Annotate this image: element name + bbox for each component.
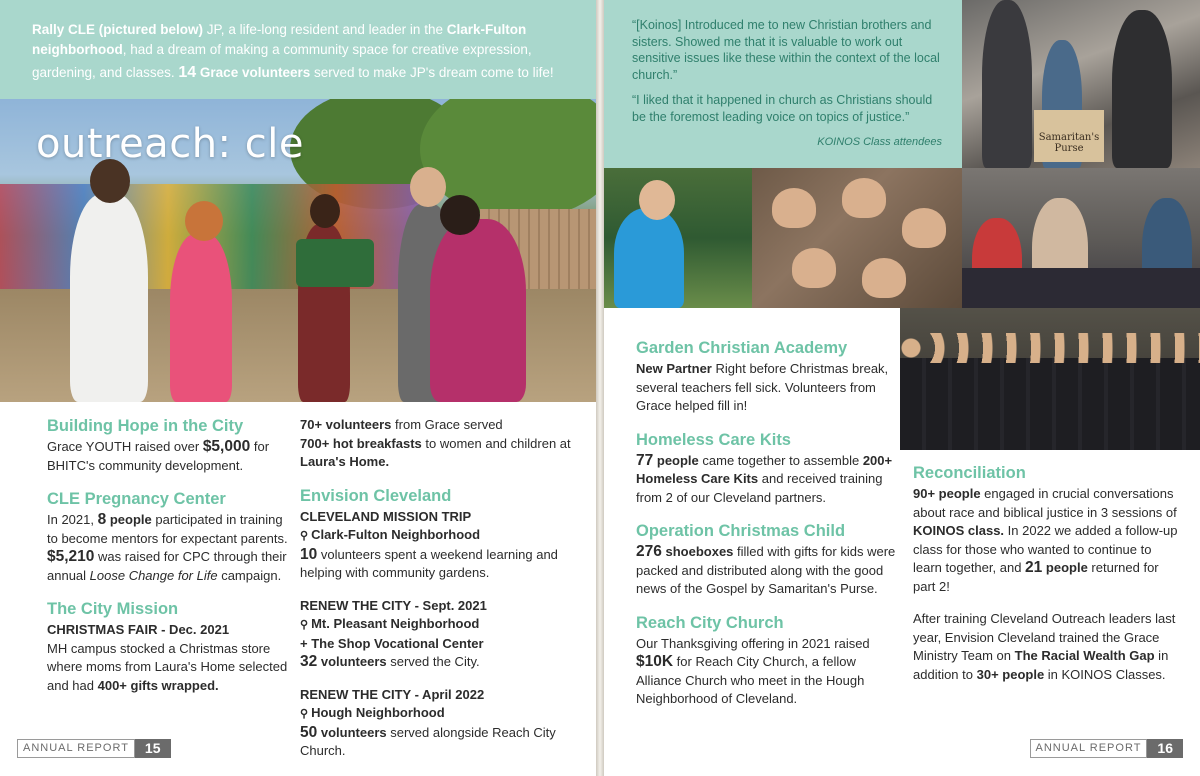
shoeboxes-label: shoeboxes bbox=[665, 544, 734, 559]
kits-value: 200+ Homeless Care Kits bbox=[636, 452, 893, 486]
amount-value: $10K bbox=[636, 653, 674, 670]
body-text: for BHITC's community development. bbox=[47, 439, 270, 473]
body-text: was raised for CPC through their annual bbox=[47, 549, 287, 583]
left-column-2 bbox=[300, 416, 590, 775]
photo-title: outreach: cle bbox=[36, 121, 304, 167]
section-title: Envision Cleveland bbox=[300, 486, 452, 505]
lauras-home-section bbox=[300, 416, 590, 472]
intro-place: Clark-Fulton neighborhood bbox=[32, 22, 527, 58]
body-text: filled with gifts for kids were packed and distributed along with the good news of the Gospel by Samaritan's Purse. bbox=[636, 544, 896, 596]
count-value: 32 bbox=[300, 653, 318, 670]
intro-volunteers: Grace volunteers bbox=[199, 64, 311, 80]
body-text: for Reach City Church, a fellow Alliance Church who meet in the Hough Neighborhood of Cleveland. bbox=[636, 654, 865, 706]
intro-lead: Rally CLE bbox=[32, 22, 96, 37]
person-figure bbox=[614, 208, 684, 308]
page-16 bbox=[604, 0, 1200, 776]
map-pin-icon: ⚲ bbox=[300, 708, 309, 720]
gca-section bbox=[636, 338, 901, 416]
location-line bbox=[300, 526, 590, 546]
intro-pictured: (pictured below) bbox=[98, 22, 204, 37]
body-text: returned for part 2! bbox=[913, 560, 1159, 594]
person-head bbox=[410, 167, 446, 207]
outreach-photo bbox=[0, 99, 596, 402]
location-line: + The Shop Vocational Center bbox=[300, 635, 484, 651]
people-value: 30+ people bbox=[976, 666, 1045, 682]
group-faces bbox=[900, 333, 1200, 363]
section-body bbox=[300, 546, 590, 583]
heart-hands bbox=[862, 258, 906, 298]
section-title: Reach City Church bbox=[636, 613, 784, 632]
section-body bbox=[300, 724, 590, 761]
quote-2: “I liked that it happened in church as Christians should be the foremost leading voice on topics of justice.” bbox=[632, 93, 933, 124]
section-body bbox=[300, 653, 590, 672]
location-line bbox=[300, 704, 590, 724]
group-photo bbox=[900, 308, 1200, 450]
footer-label: ANNUAL REPORT bbox=[1030, 739, 1148, 758]
person-figure bbox=[1112, 10, 1172, 168]
building-hope-section bbox=[47, 416, 292, 475]
page-number: 15 bbox=[135, 739, 171, 758]
body-text: in KOINOS Classes. bbox=[1044, 666, 1166, 682]
section-body bbox=[636, 635, 901, 709]
event-subtitle: RENEW THE CITY - April 2022 bbox=[300, 686, 485, 702]
page-footer bbox=[17, 739, 171, 758]
section-body bbox=[47, 438, 292, 475]
body-text: to women and children at bbox=[421, 435, 571, 451]
intro-count: 14 bbox=[178, 63, 197, 81]
gifts-value: 400+ gifts wrapped. bbox=[97, 677, 219, 693]
section-title: Building Hope in the City bbox=[47, 417, 244, 435]
class-name: KOINOS class. bbox=[913, 523, 1005, 538]
cpc-section bbox=[47, 489, 292, 585]
left-column-1 bbox=[47, 416, 292, 709]
body-text: volunteers spent a weekend learning and helping with community gardens. bbox=[300, 546, 558, 580]
footer-label: ANNUAL REPORT bbox=[17, 739, 135, 758]
volunteers-boxes-photo bbox=[962, 0, 1200, 168]
event-subtitle: CHRISTMAS FAIR - Dec. 2021 bbox=[47, 622, 230, 637]
section-title: Homeless Care Kits bbox=[636, 430, 791, 449]
person-figure bbox=[170, 234, 232, 402]
map-pin-icon: ⚲ bbox=[300, 530, 309, 542]
intro-text-b: , had a dream of making a community space for creative expression, gardening, and classes. bbox=[32, 42, 532, 80]
body-text: participated in training to become mentors for expectant parents. bbox=[47, 512, 288, 546]
body-text: from Grace served bbox=[391, 417, 503, 432]
body-text: served the City. bbox=[386, 654, 480, 669]
body-text: After training Cleveland Outreach leaders last year, Envision Cleveland trained the Grace Ministry Team on bbox=[913, 611, 1176, 663]
section-body bbox=[636, 452, 901, 508]
breakfasts-value: 700+ hot breakfasts bbox=[300, 435, 422, 451]
section-title: Reconciliation bbox=[913, 464, 1026, 482]
clothing-sorting-photo bbox=[962, 168, 1200, 308]
section-body bbox=[47, 511, 292, 585]
map-pin-icon: ⚲ bbox=[300, 619, 309, 631]
reach-section bbox=[636, 613, 901, 709]
body-text: In 2021, bbox=[47, 512, 98, 527]
right-column-2 bbox=[913, 463, 1183, 698]
body-text: engaged in crucial conversations about race and biblical justice in 3 sessions of bbox=[913, 486, 1177, 520]
body-text: Right before Christmas break, several teachers fell sick. Volunteers from Grace helped fill in! bbox=[636, 361, 889, 413]
page-footer bbox=[1030, 739, 1184, 758]
count-value: 8 bbox=[97, 511, 107, 528]
person-head bbox=[185, 201, 223, 241]
right-column-1 bbox=[636, 338, 901, 723]
page-number: 16 bbox=[1147, 739, 1183, 758]
person-figure bbox=[982, 0, 1032, 168]
body-text: MH campus stocked a Christmas store where moms from Laura's Home selected and had bbox=[47, 640, 288, 693]
heart-hands bbox=[772, 188, 816, 228]
count-value: 77 bbox=[636, 451, 654, 469]
people-label: people bbox=[109, 512, 152, 527]
heart-hands bbox=[842, 178, 886, 218]
count-value: 276 bbox=[636, 543, 662, 560]
section-body bbox=[636, 360, 901, 416]
amount-value: $5,000 bbox=[202, 438, 251, 455]
volunteers-value: 70+ volunteers bbox=[300, 417, 392, 432]
shoebox bbox=[1034, 110, 1104, 162]
occ-section bbox=[636, 521, 901, 599]
section-body bbox=[913, 610, 1183, 684]
body-text: served alongside Reach City Church. bbox=[300, 724, 556, 758]
quote-1: “[Koinos] Introduced me to new Christian brothers and sisters. Showed me that it is valuable to work out sensitive issues like these within the context of the local church.” bbox=[632, 18, 940, 82]
section-title: CLE Pregnancy Center bbox=[47, 490, 226, 508]
person-head bbox=[310, 194, 340, 228]
body-text: Grace YOUTH raised over bbox=[47, 439, 203, 454]
book-spine bbox=[596, 0, 604, 776]
city-mission-section bbox=[47, 599, 292, 695]
campaign-name: Loose Change for Life bbox=[89, 567, 218, 583]
count-value: 10 bbox=[300, 545, 318, 563]
renew-2021-section bbox=[300, 597, 590, 672]
count-value: 50 bbox=[300, 723, 318, 741]
garden-photo bbox=[604, 168, 752, 308]
people-value: 90+ people bbox=[913, 486, 981, 501]
section-title: The City Mission bbox=[47, 600, 179, 618]
intro-text-c: served to make JP's dream come to life! bbox=[310, 64, 554, 80]
section-body bbox=[913, 485, 1183, 596]
clothing-pile bbox=[962, 268, 1200, 308]
intro-text-a: JP, a life-long resident and leader in the bbox=[203, 22, 447, 37]
volunteers-label: volunteers bbox=[320, 654, 387, 669]
kits-section bbox=[636, 430, 901, 508]
volunteers-label: volunteers bbox=[320, 724, 387, 740]
body-text: came together to assemble bbox=[698, 452, 863, 468]
intro-box bbox=[0, 0, 596, 99]
location-name: Clark-Fulton Neighborhood bbox=[311, 527, 481, 542]
amount-value: $5,210 bbox=[47, 548, 95, 565]
heart-hands bbox=[792, 248, 836, 288]
shoebox-label: Samaritan's Purse bbox=[1038, 132, 1100, 154]
people-label: people bbox=[656, 452, 699, 468]
location-name: Hough Neighborhood bbox=[311, 705, 445, 720]
location-line bbox=[300, 615, 590, 635]
quote-box bbox=[604, 0, 962, 168]
page-15 bbox=[0, 0, 596, 776]
training-title: The Racial Wealth Gap bbox=[1014, 648, 1155, 663]
event-subtitle: RENEW THE CITY - Sept. 2021 bbox=[300, 597, 487, 613]
person-head bbox=[440, 195, 480, 235]
body-text: Our Thanksgiving offering in 2021 raised bbox=[636, 635, 870, 651]
reconciliation-section bbox=[913, 463, 1183, 684]
location-name: Mt. Pleasant Neighborhood bbox=[311, 616, 480, 631]
auger-machine bbox=[296, 239, 374, 287]
group-shirts bbox=[900, 358, 1200, 450]
people-label: people bbox=[1045, 560, 1088, 575]
body-text: and received training from 2 of our Cleveland partners. bbox=[636, 471, 883, 505]
person-figure bbox=[430, 219, 526, 402]
renew-2022-section bbox=[300, 686, 590, 761]
section-body bbox=[47, 640, 292, 696]
person-figure bbox=[70, 194, 148, 402]
body-text: campaign. bbox=[217, 567, 282, 583]
place-name: Laura's Home. bbox=[300, 454, 390, 469]
event-subtitle: CLEVELAND MISSION TRIP bbox=[300, 508, 472, 524]
partner-label: New Partner bbox=[636, 361, 712, 376]
body-text: In 2022 we added a follow-up class for those who wanted to continue to learn together, and bbox=[913, 523, 1178, 575]
hands-hearts-photo bbox=[752, 168, 962, 308]
section-title: Garden Christian Academy bbox=[636, 339, 848, 357]
heart-hands bbox=[902, 208, 946, 248]
section-title: Operation Christmas Child bbox=[636, 522, 846, 540]
body-text: in addition to bbox=[913, 648, 1169, 682]
envision-section bbox=[300, 486, 590, 583]
count-value: 21 bbox=[1025, 559, 1043, 576]
section-body bbox=[636, 543, 901, 599]
person-head bbox=[639, 180, 675, 220]
quote-attribution: KOINOS Class attendees bbox=[817, 136, 942, 148]
